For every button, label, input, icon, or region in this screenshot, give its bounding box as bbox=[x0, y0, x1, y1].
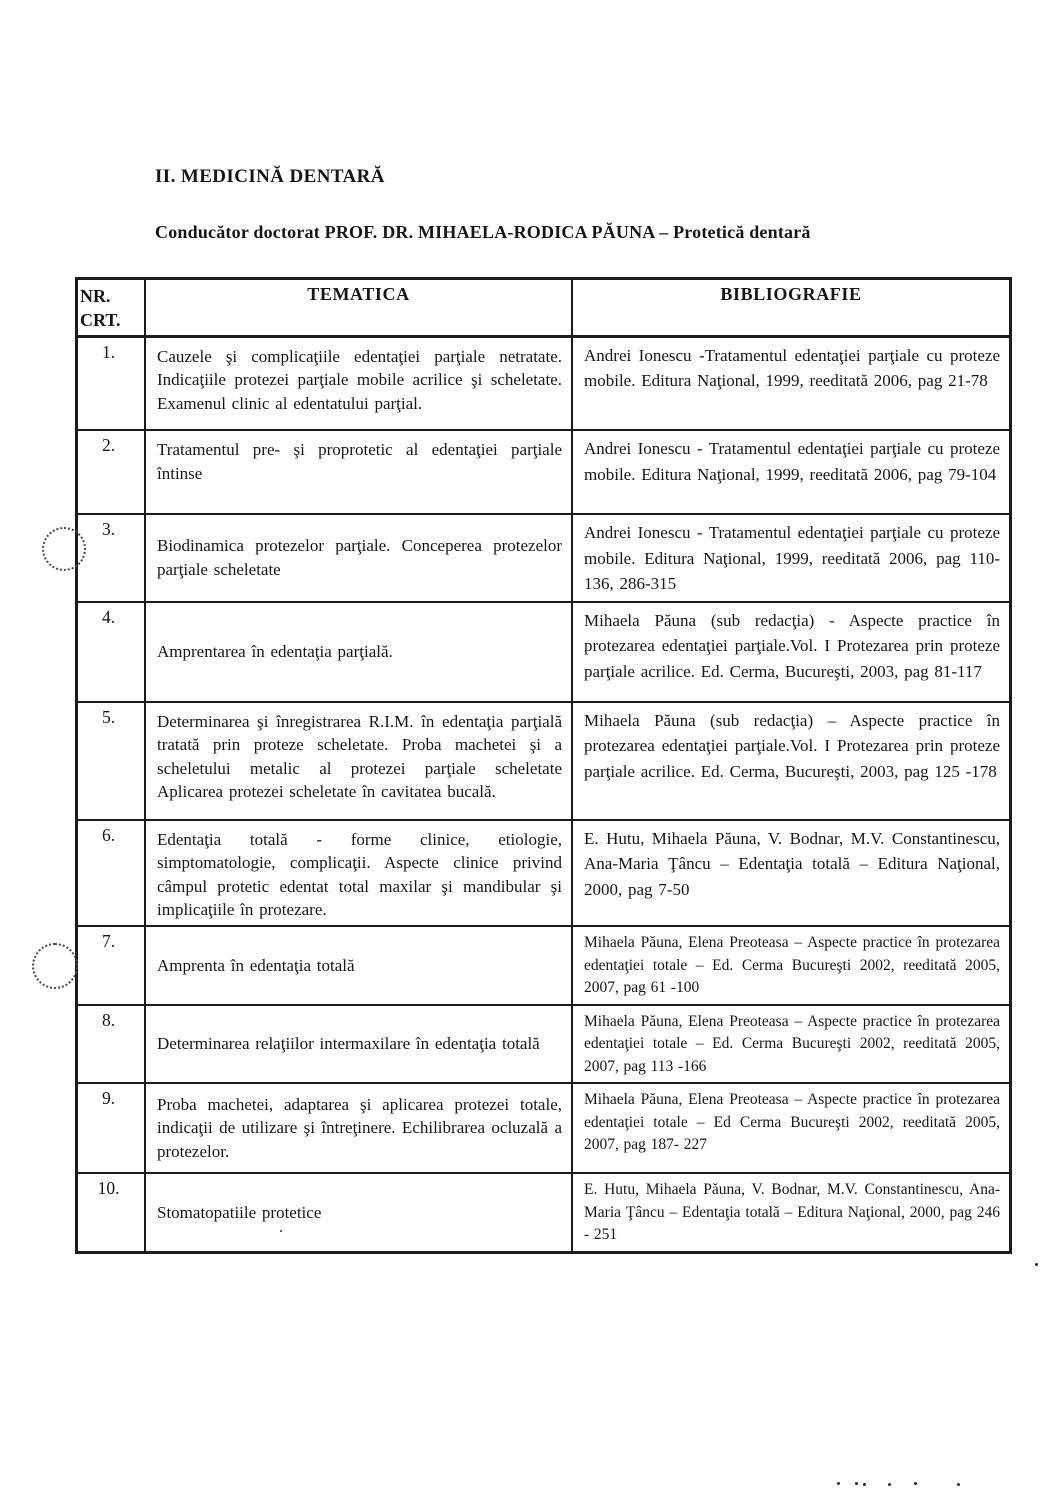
table-row bbox=[77, 602, 1011, 702]
tematica-cell: Stomatopatiile protetice bbox=[145, 1173, 572, 1252]
bibliografie-cell: Andrei Ionescu -Tratamentul edentaţiei parţiale cu proteze mobile. Editura Naţional, 1999, reeditată 2006, pag 21-78 bbox=[572, 336, 1011, 430]
row-number: 3. bbox=[77, 514, 146, 602]
row-number: 5. bbox=[77, 702, 146, 820]
hole-punch-mark-top bbox=[42, 527, 86, 571]
tematica-cell: Proba machetei, adaptarea şi aplicarea protezei totale, indicaţii de utilizare şi întreţinere. Echilibrarea ocluzală a protezelor. bbox=[145, 1083, 572, 1173]
col-header-tematica: TEMATICA bbox=[145, 279, 572, 337]
table-header-row bbox=[77, 279, 1011, 337]
tematica-cell: Edentaţia totală - forme clinice, etiologie, simptomatologie, complicaţii. Aspecte clinice privind câmpul protetic edentat total maxilar şi mandibular şi implicaţiile în protezare. bbox=[145, 820, 572, 927]
table-row bbox=[77, 1083, 1011, 1173]
tematica-cell: Cauzele şi complicaţiile edentaţiei parţiale netratate. Indicaţiile protezei parţiale mobile acrilice şi scheletate. Examenul clinic al edentatului parţial. bbox=[145, 336, 572, 430]
tematica-cell: Amprentarea în edentaţia parţială. bbox=[145, 602, 572, 702]
table-row bbox=[77, 430, 1011, 514]
row-number: 7. bbox=[77, 926, 146, 1004]
col-header-nr-line1: NR. bbox=[80, 286, 111, 306]
scan-speckle bbox=[888, 1483, 891, 1486]
scan-speckle bbox=[957, 1483, 960, 1486]
bibliografie-cell: Andrei Ionescu - Tratamentul edentaţiei parţiale cu proteze mobile. Editura Naţional, 1999, reeditată 2006, pag 79-104 bbox=[572, 430, 1011, 514]
row-number: 9. bbox=[77, 1083, 146, 1173]
bibliografie-cell: Andrei Ionescu - Tratamentul edentaţiei parţiale cu proteze mobile. Editura Naţional, 1999, reeditată 2006, pag 110-136, 286-315 bbox=[572, 514, 1011, 602]
table-row bbox=[77, 1005, 1011, 1083]
table-row bbox=[77, 702, 1011, 820]
bibliografie-cell: Mihaela Păuna, Elena Preoteasa – Aspecte practice în protezarea edentaţiei totale – Ed. Cerma Bucureşti 2002, reeditată 2005, 2007, pag 61 -100 bbox=[572, 926, 1011, 1004]
bibliografie-cell: Mihaela Păuna (sub redacţia) - Aspecte practice în protezarea edentaţiei parţiale.Vol. I Protezarea prin proteze parţiale acrilice. Ed. Cerma, Bucureşti, 2003, pag 81-117 bbox=[572, 602, 1011, 702]
col-header-nr-line2: CRT. bbox=[80, 310, 121, 331]
row-number: 6. bbox=[77, 820, 146, 927]
section-title: II. MEDICINĂ DENTARĂ bbox=[155, 166, 385, 187]
table-row bbox=[77, 926, 1011, 1004]
bibliografie-cell: Mihaela Păuna (sub redacţia) – Aspecte practice în protezarea edentaţiei parţiale.Vol. I Protezarea prin proteze parţiale acrilice. Ed. Cerma, Bucureşti, 2003, pag 125 -178 bbox=[572, 702, 1011, 820]
tematica-cell: Biodinamica protezelor parţiale. Conceperea protezelor parţiale scheletate bbox=[145, 514, 572, 602]
tematica-cell: Determinarea şi înregistrarea R.I.M. în edentaţia parţială tratată prin proteze scheletate. Proba machetei şi a scheletului metalic al protezei parţiale scheletate Aplicarea protezei scheletate în cavitatea bucală. bbox=[145, 702, 572, 820]
tematica-cell: Tratamentul pre- şi proprotetic al edentaţiei parţiale întinse bbox=[145, 430, 572, 514]
table-row bbox=[77, 336, 1011, 430]
scan-speckle bbox=[280, 1230, 282, 1232]
tematica-cell: Amprenta în edentaţia totală bbox=[145, 926, 572, 1004]
bibliografie-cell: E. Hutu, Mihaela Păuna, V. Bodnar, M.V. Constantinescu, Ana-Maria Ţâncu – Edentaţia totală – Editura Naţional, 2000, pag 7-50 bbox=[572, 820, 1011, 927]
scan-speckle bbox=[837, 1482, 840, 1485]
row-number: 10. bbox=[77, 1173, 146, 1252]
hole-punch-mark-bottom bbox=[32, 943, 78, 989]
bibliografie-cell: E. Hutu, Mihaela Păuna, V. Bodnar, M.V. Constantinescu, Ana-Maria Ţâncu – Edentaţia totală – Editura Naţional, 2000, pag 246 - 251 bbox=[572, 1173, 1011, 1252]
row-number: 8. bbox=[77, 1005, 146, 1083]
bibliografie-cell: Mihaela Păuna, Elena Preoteasa – Aspecte practice în protezarea edentaţiei totale – Ed. Cerma Bucureşti 2002, reeditată 2005, 2007, pag 113 -166 bbox=[572, 1005, 1011, 1083]
col-header-nr-crt bbox=[77, 279, 146, 337]
scan-speckle bbox=[863, 1483, 866, 1486]
row-number: 4. bbox=[77, 602, 146, 702]
table-row bbox=[77, 1173, 1011, 1252]
col-header-bibliografie: BIBLIOGRAFIE bbox=[572, 279, 1011, 337]
table-row bbox=[77, 514, 1011, 602]
scan-speckle bbox=[1035, 1263, 1038, 1266]
doctoral-advisor-line: Conducător doctorat PROF. DR. MIHAELA-RODICA PĂUNA – Protetică dentară bbox=[155, 222, 811, 242]
bibliografie-cell: Mihaela Păuna, Elena Preoteasa – Aspecte practice în protezarea edentaţiei totale – Ed Cerma Bucureşti 2002, reeditată 2005, 2007, pag 187- 227 bbox=[572, 1083, 1011, 1173]
bibliography-table bbox=[75, 277, 1012, 1254]
scan-speckle bbox=[855, 1482, 858, 1485]
row-number: 2. bbox=[77, 430, 146, 514]
scan-speckle bbox=[914, 1482, 917, 1485]
table-row bbox=[77, 820, 1011, 927]
tematica-cell: Determinarea relaţiilor intermaxilare în edentaţia totală bbox=[145, 1005, 572, 1083]
row-number: 1. bbox=[77, 336, 146, 430]
